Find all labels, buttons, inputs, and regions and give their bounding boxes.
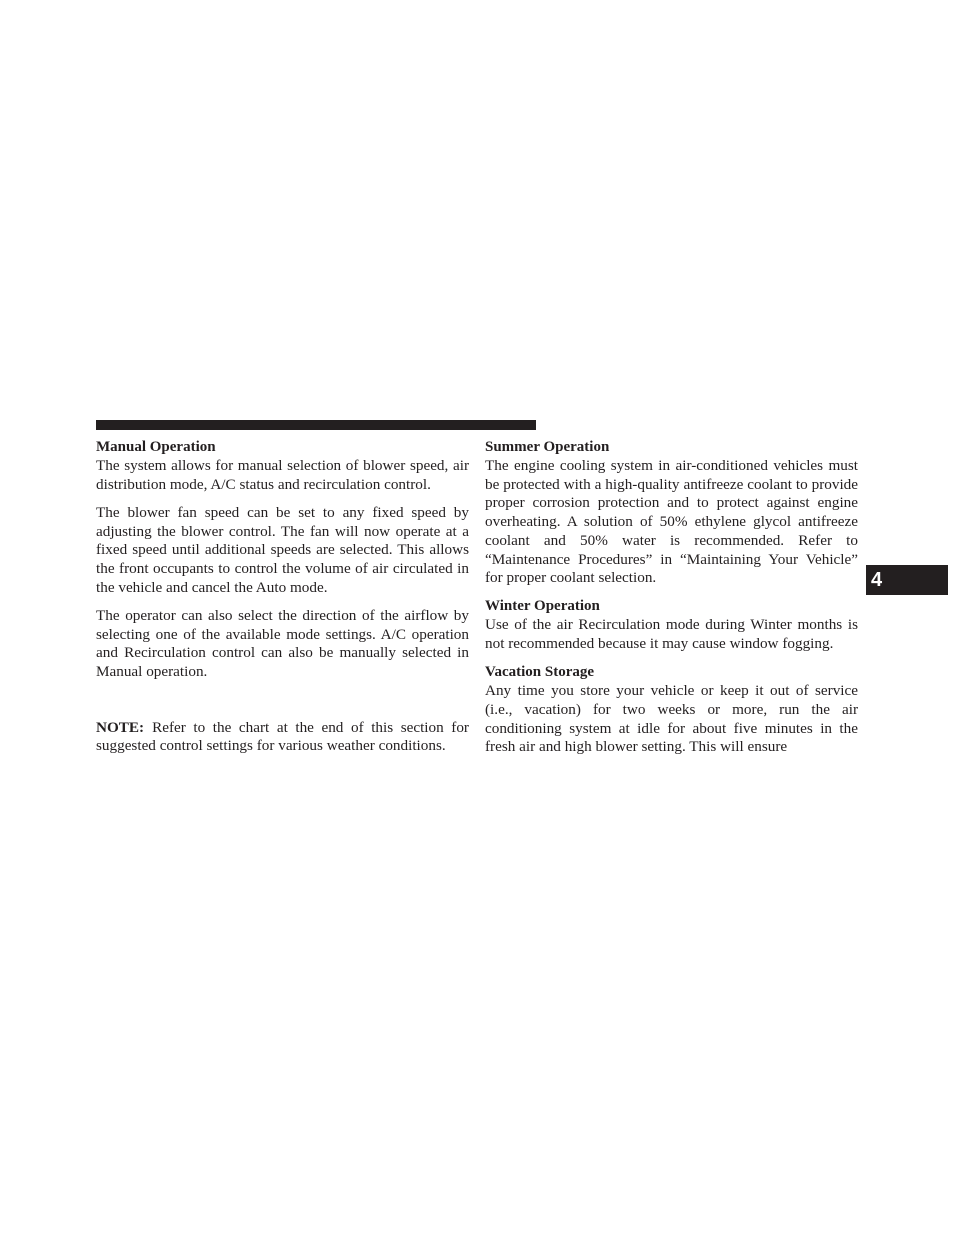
manual-operation-heading: Manual Operation: [96, 439, 216, 455]
right-column: [485, 438, 858, 757]
vacation-storage-paragraph: Any time you store your vehicle or keep it out of service (i.e., vacation) for two weeks or more, run the air conditioning system at idle for about five minutes in the fresh air and high blower setting. This will ensure: [485, 682, 858, 756]
section-divider-bar: [96, 420, 536, 430]
manual-operation-paragraph-1: The system allows for manual selection of blower speed, air distribution mode, A/C status and recirculation control.: [96, 457, 469, 493]
note-label: NOTE:: [96, 718, 145, 736]
summer-operation-heading: Summer Operation: [485, 439, 610, 455]
chapter-tab: 4: [866, 565, 948, 595]
left-column: [96, 438, 469, 756]
vacation-storage-heading: Vacation Storage: [485, 664, 595, 681]
manual-operation-paragraph-3: The operator can also select the direction of the airflow by selecting one of the available mode settings. A/C operation and Recirculation control can also be manually selected in Manual operation.: [96, 606, 469, 681]
summer-operation-paragraph: The engine cooling system in air-conditioned vehicles must be protected with a high-quality antifreeze coolant to provide proper corrosion protection and to protect against engine overheating. A solution of 50% ethylene glycol antifreeze coolant and 50% water is recommended. Refer to “Maintenance Procedures” in “Maintaining Your Vehicle” for proper coolant selection.: [485, 457, 858, 587]
manual-operation-paragraph-2: The blower fan speed can be set to any fixed speed by adjusting the blower control. The fan will now operate at a fixed speed until additional speeds are selected. This allows the front occupants to control the volume of air circulated in the vehicle and cancel the Auto mode.: [96, 503, 469, 596]
note-text: Refer to the chart at the end of this section for suggested control settings for various weather conditions.: [96, 718, 469, 755]
winter-operation-paragraph: Use of the air Recirculation mode during Winter months is not recommended because it may cause window fogging.: [485, 616, 858, 653]
winter-operation-heading: Winter Operation: [485, 598, 600, 615]
note-paragraph: [96, 719, 469, 756]
